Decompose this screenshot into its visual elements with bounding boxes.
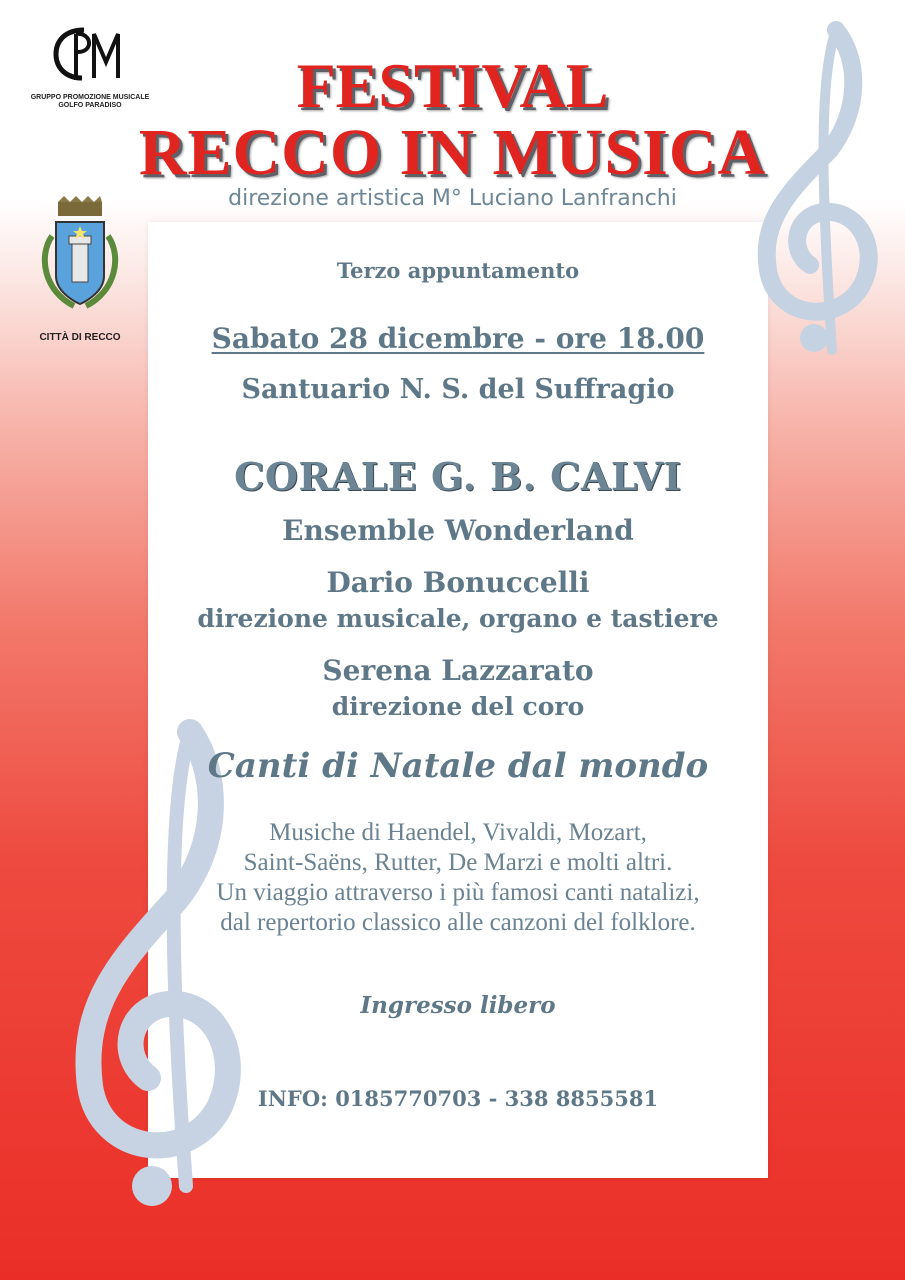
choir-name: CORALE G. B. CALVI bbox=[234, 454, 682, 499]
treble-clef-icon bbox=[60, 716, 250, 1216]
artistic-director: direzione artistica M° Luciano Lanfranchi bbox=[228, 186, 677, 211]
contact-info: INFO: 0185770703 - 338 8855581 bbox=[257, 1086, 659, 1111]
description-line: dal repertorio classico alle canzoni del folklore. bbox=[220, 909, 696, 936]
performer-name: Dario Bonuccelli bbox=[326, 566, 590, 599]
festival-subtitle: RECCO IN MUSICA bbox=[138, 116, 767, 189]
event-venue: Santuario N. S. del Suffragio bbox=[241, 374, 675, 405]
description-line: Un viaggio attraverso i più famosi canti natalizi, bbox=[216, 879, 700, 906]
performer-role: direzione del coro bbox=[331, 692, 585, 721]
concert-theme: Canti di Natale dal mondo bbox=[207, 746, 709, 786]
ensemble-name: Ensemble Wonderland bbox=[282, 514, 634, 547]
description-line: Musiche di Haendel, Vivaldi, Mozart, bbox=[269, 819, 647, 846]
coat-of-arms-icon bbox=[30, 196, 130, 326]
appointment-label: Terzo appuntamento bbox=[336, 258, 580, 283]
cpm-caption-line1: GRUPPO PROMOZIONE MUSICALE bbox=[30, 94, 150, 101]
performer-role: direzione musicale, organo e tastiere bbox=[197, 604, 719, 633]
program-description bbox=[148, 818, 768, 938]
festival-title: FESTIVAL bbox=[296, 50, 609, 121]
free-entry-note: Ingresso libero bbox=[360, 992, 556, 1019]
description-line: Saint-Saëns, Rutter, De Marzi e molti altri. bbox=[243, 849, 673, 876]
recco-crest bbox=[30, 196, 130, 346]
cpm-caption-line2: GOLFO PARADISO bbox=[58, 102, 122, 109]
crest-caption: CITTÀ DI RECCO bbox=[39, 332, 121, 343]
event-date: Sabato 28 dicembre - ore 18.00 bbox=[211, 322, 705, 355]
performer-name: Serena Lazzarato bbox=[322, 654, 594, 687]
